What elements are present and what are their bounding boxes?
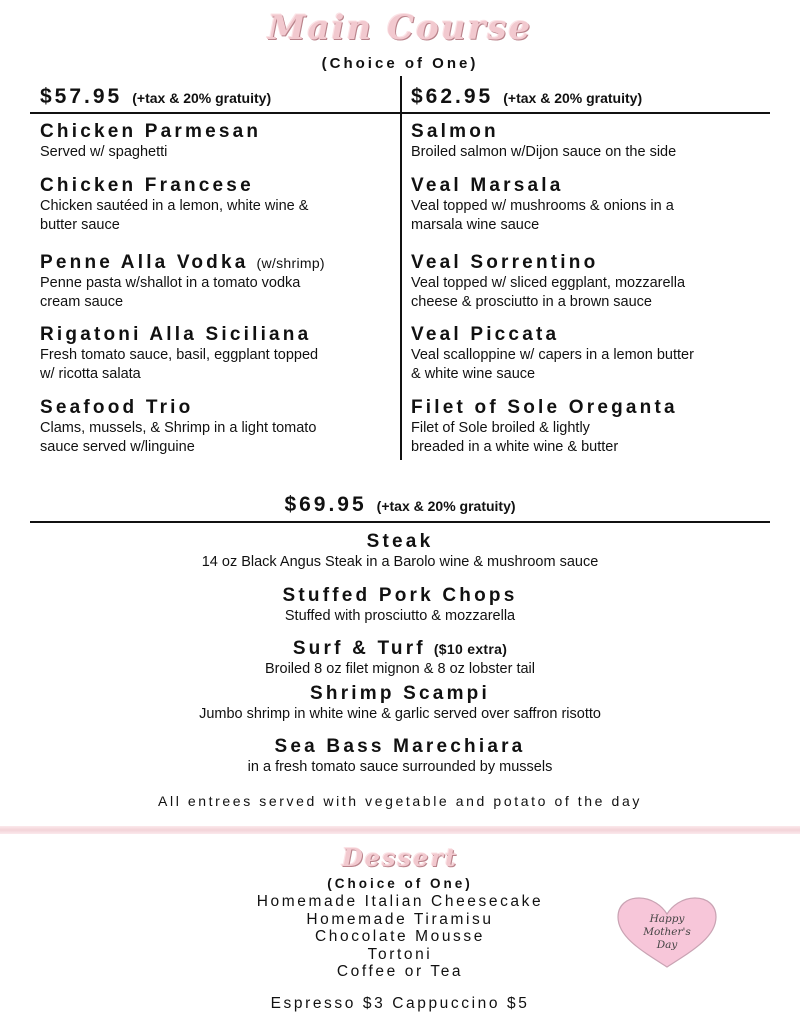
left-menu-item <box>40 121 385 162</box>
dish-description: Veal topped w/ sliced eggplant, mozzarella <box>411 275 686 291</box>
dish-description: Served w/ spaghetti <box>40 144 168 160</box>
right-menu-item <box>411 121 771 162</box>
dessert-item: Chocolate Mousse <box>315 928 485 945</box>
dish-description: sauce served w/linguine <box>40 439 195 455</box>
dessert-item: Tortoni <box>367 945 433 963</box>
dish-name: Rigatoni Alla Siciliana <box>40 324 312 345</box>
premium-menu-item <box>0 531 800 572</box>
premium-price: $69.95 <box>284 493 367 516</box>
dish-description: breaded in a white wine & butter <box>411 439 619 455</box>
dish-description: Veal topped w/ mushrooms & onions in a <box>411 198 674 214</box>
heart-text-line: Day <box>656 939 678 951</box>
column-divider <box>400 76 402 460</box>
left-menu-item <box>40 324 385 384</box>
dish-description: Stuffed with prosciutto & mozzarella <box>284 608 516 624</box>
right-price-header <box>411 85 771 109</box>
entrees-footnote: All entrees served with vegetable and potato of the day <box>158 793 642 809</box>
dish-name: Shrimp Scampi <box>310 683 490 704</box>
heart-text-line: Happy <box>649 913 685 925</box>
premium-rule <box>30 521 770 523</box>
dish-name-text: Surf & Turf <box>292 638 426 659</box>
dish-description: Veal scalloppine w/ capers in a lemon butter <box>411 347 694 363</box>
dish-name <box>40 252 385 274</box>
dish-name: Veal Sorrentino <box>411 252 599 273</box>
left-menu-item <box>40 397 385 457</box>
dessert-item: Coffee or Tea <box>336 963 464 980</box>
dish-description: cheese & prosciutto in a brown sauce <box>411 294 652 310</box>
right-menu-item <box>411 397 771 457</box>
dish-name-text: Penne Alla Vodka <box>40 252 249 273</box>
dish-name: Sea Bass Marechiara <box>274 736 526 757</box>
dish-name: Chicken Parmesan <box>40 121 262 142</box>
dessert-item: Homemade Italian Cheesecake <box>256 893 544 910</box>
right-price: $62.95 <box>411 85 494 108</box>
dessert-item: Homemade Tiramisu <box>306 910 494 928</box>
beverage-extras: Espresso $3 Cappuccino $5 <box>270 995 530 1012</box>
dish-description: w/ ricotta salata <box>40 366 141 382</box>
dish-name: Chicken Francese <box>40 175 254 196</box>
heart-icon <box>612 895 722 970</box>
dish-name: Seafood Trio <box>40 397 194 418</box>
dish-name: Stuffed Pork Chops <box>282 585 518 606</box>
dish-description: marsala wine sauce <box>411 217 540 233</box>
dish-name: Salmon <box>411 121 499 142</box>
right-gratuity: (+tax & 20% gratuity) <box>503 90 643 106</box>
heart-text-line: Mother's <box>643 926 691 938</box>
dish-name: Filet of Sole Oreganta <box>411 397 678 418</box>
right-menu-item <box>411 252 771 312</box>
dessert-subtitle: (Choice of One) <box>327 876 473 891</box>
dish-note: (w/shrimp) <box>256 255 325 271</box>
dish-name <box>0 638 800 660</box>
dish-description: Chicken sautéed in a lemon, white wine & <box>40 198 309 214</box>
dish-description: Fresh tomato sauce, basil, eggplant topped <box>40 347 319 363</box>
dish-description: butter sauce <box>40 217 120 233</box>
heart-badge-svg <box>612 895 722 970</box>
left-menu-item <box>40 252 385 312</box>
main-course-subtitle: (Choice of One) <box>321 55 479 72</box>
dish-description: Filet of Sole broiled & lightly <box>411 420 590 436</box>
dish-description: Broiled 8 oz filet mignon & 8 oz lobster tail <box>265 661 535 677</box>
left-menu-item <box>40 175 385 235</box>
section-divider <box>0 826 800 834</box>
right-menu-item <box>411 175 771 235</box>
premium-menu-item <box>0 638 800 679</box>
premium-price-header <box>0 493 800 517</box>
premium-menu-item <box>0 683 800 724</box>
dish-description: Penne pasta w/shallot in a tomato vodka <box>40 275 301 291</box>
dish-name: Veal Marsala <box>411 175 564 196</box>
dish-description: & white wine sauce <box>411 366 536 382</box>
dish-description: in a fresh tomato sauce surrounded by mussels <box>247 759 553 775</box>
dessert-title: Dessert <box>341 843 459 872</box>
left-price-header <box>40 85 385 109</box>
right-menu-item <box>411 324 771 384</box>
left-price: $57.95 <box>40 85 123 108</box>
premium-gratuity: (+tax & 20% gratuity) <box>376 498 516 514</box>
dish-description: Broiled salmon w/Dijon sauce on the side <box>411 144 677 160</box>
dish-name: Steak <box>366 531 434 552</box>
premium-menu-item <box>0 736 800 777</box>
left-gratuity: (+tax & 20% gratuity) <box>132 90 272 106</box>
dish-description: Jumbo shrimp in white wine & garlic served over saffron risotto <box>199 706 601 722</box>
dish-note: ($10 extra) <box>433 641 508 657</box>
dish-description: cream sauce <box>40 294 124 310</box>
dish-description: 14 oz Black Angus Steak in a Barolo wine & mushroom sauce <box>201 554 599 570</box>
premium-menu-item <box>0 585 800 626</box>
dish-name: Veal Piccata <box>411 324 560 345</box>
main-course-title: Main Course <box>267 8 533 48</box>
dish-description: Clams, mussels, & Shrimp in a light tomato <box>40 420 317 436</box>
